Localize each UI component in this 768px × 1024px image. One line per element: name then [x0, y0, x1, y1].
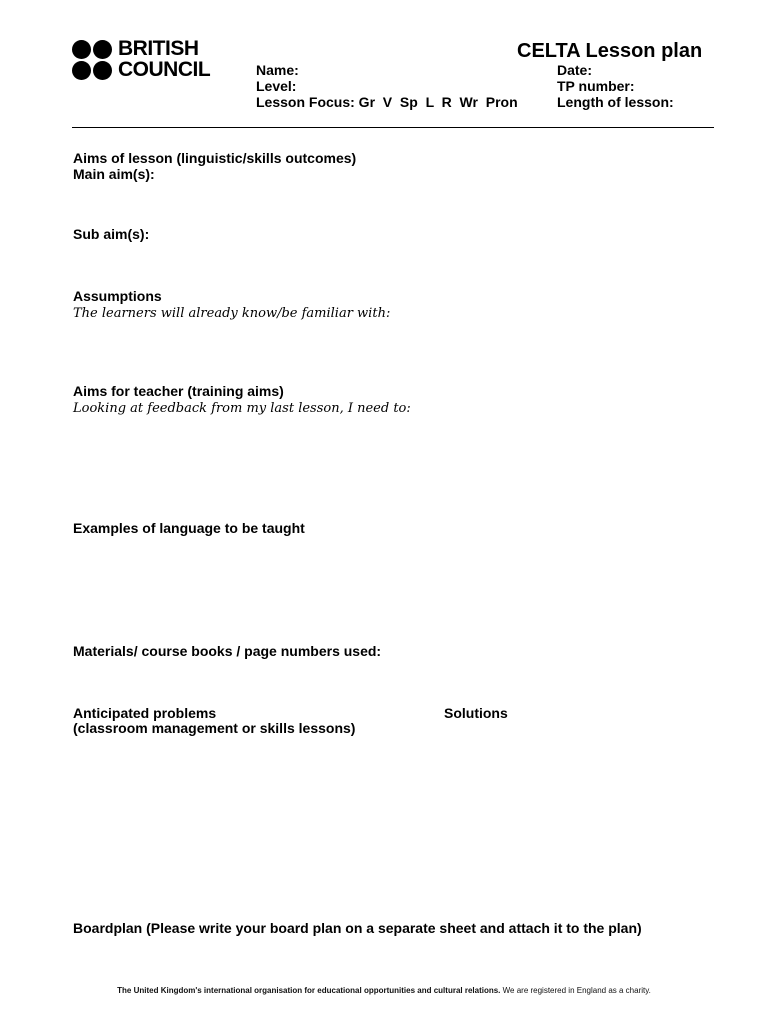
level-label: Level:: [256, 78, 297, 94]
header-divider: [72, 127, 714, 128]
assumptions-prompt: The learners will already know/be familiar with:: [73, 306, 391, 321]
lesson-focus-label: Lesson Focus: Gr V Sp L R Wr Pron: [256, 94, 518, 110]
page-title: CELTA Lesson plan: [517, 40, 703, 62]
length-of-lesson-label: Length of lesson:: [557, 94, 674, 110]
main-aims-label: Main aim(s):: [73, 166, 155, 182]
teacher-aims-prompt: Looking at feedback from my last lesson, I need to:: [73, 401, 411, 416]
sub-aims-label: Sub aim(s):: [73, 226, 150, 242]
anticipated-problems-heading: Anticipated problems: [73, 705, 217, 721]
logo-wordmark: [118, 38, 210, 80]
anticipated-problems-note: (classroom management or skills lessons): [73, 720, 356, 736]
language-examples-heading: Examples of language to be taught: [73, 520, 305, 536]
footer-note: [0, 986, 768, 995]
aims-heading: Aims of lesson (linguistic/skills outcomes): [73, 150, 357, 166]
teacher-aims-heading: Aims for teacher (training aims): [73, 383, 284, 399]
british-council-logo-icon: [72, 40, 114, 80]
name-label: Name:: [256, 62, 299, 78]
footer-text-main: The United Kingdom's international organisation for educational opportunities and cultural relations.: [117, 986, 501, 995]
date-label: Date:: [557, 62, 593, 78]
boardplan-heading: Boardplan (Please write your board plan on a separate sheet and attach it to the plan): [73, 920, 642, 936]
solutions-heading: Solutions: [444, 705, 508, 721]
footer-text-charity: We are registered in England as a charity.: [500, 986, 651, 995]
assumptions-heading: Assumptions: [73, 288, 162, 304]
logo-line-1: BRITISH: [118, 37, 199, 60]
tp-number-label: TP number:: [557, 78, 635, 94]
materials-heading: Materials/ course books / page numbers used:: [73, 643, 382, 659]
logo-line-2: COUNCIL: [118, 58, 211, 81]
